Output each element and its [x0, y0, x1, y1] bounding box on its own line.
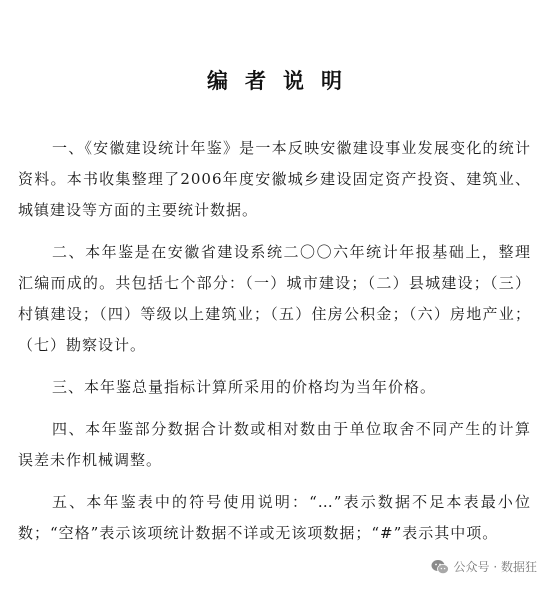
wechat-icon [431, 559, 449, 575]
paragraph-5: 五、本年鉴表中的符号使用说明：“…”表示数据不足本表最小位数；“空格”表示该项统计数据不详或无该项数据；“#”表示其中项。 [18, 493, 531, 542]
watermark-text: 公众号 · 数据狂 [453, 560, 537, 574]
wechat-watermark [431, 558, 537, 575]
page-title: 编者说明 [207, 69, 359, 93]
document-body [18, 133, 531, 560]
paragraph-1: 一、《安徽建设统计年鉴》是一本反映安徽建设事业发展变化的统计资料。本书收集整理了2006年度安徽城乡建设固定资产投资、建筑业、城镇建设等方面的主要统计数据。 [18, 139, 531, 219]
paragraph-3: 三、本年鉴总量指标计算所采用的价格均为当年价格。 [52, 378, 437, 396]
paragraph-4: 四、本年鉴部分数据合计数或相对数由于单位取舍不同产生的计算误差未作机械调整。 [18, 420, 531, 469]
paragraph-2: 二、本年鉴是在安徽省建设系统二〇〇六年统计年报基础上，整理汇编而成的。共包括七个部分：（一）城市建设；（二）县城建设；（三）村镇建设；（四）等级以上建筑业；（五）住房公积金；（六）房地产业；（七）勘察设计。 [18, 243, 531, 354]
